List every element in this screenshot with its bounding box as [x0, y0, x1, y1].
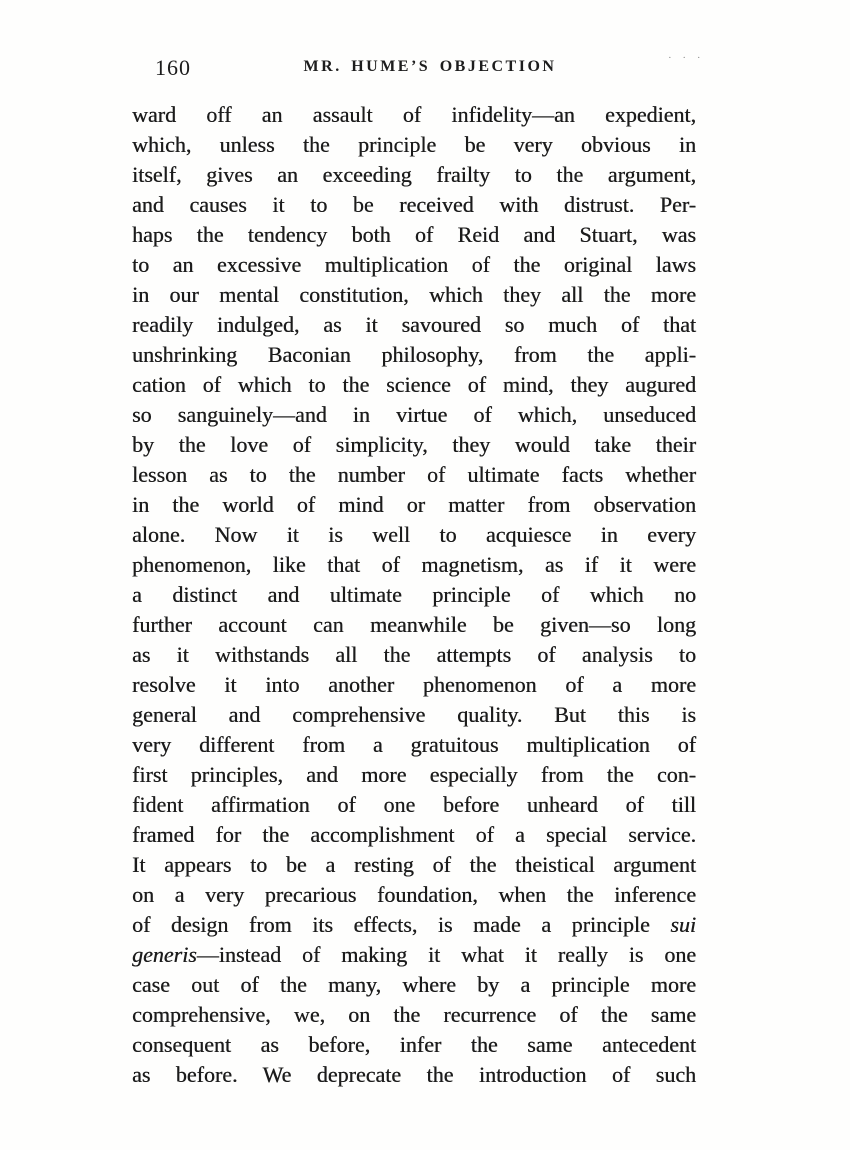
- text-line: in our mental constitution, which they all the more: [132, 282, 696, 307]
- text-line: ward off an assault of infidelity—an expedient,: [132, 102, 696, 127]
- text-line: haps the tendency both of Reid and Stuart, was: [132, 222, 696, 247]
- text-line: first principles, and more especially from the con-: [132, 762, 696, 787]
- text-line: unshrinking Baconian philosophy, from the appli-: [132, 342, 696, 367]
- text-line: general and comprehensive quality. But this is: [132, 702, 696, 727]
- text-line: in the world of mind or matter from observation: [132, 492, 696, 517]
- text-line: alone. Now it is well to acquiesce in every: [132, 522, 696, 547]
- text-line: very different from a gratuitous multiplication of: [132, 732, 696, 757]
- text-line: phenomenon, like that of magnetism, as if it were: [132, 552, 696, 577]
- text-line: of design from its effects, is made a principle sui: [132, 912, 696, 937]
- text-line: further account can meanwhile be given—so long: [132, 612, 696, 637]
- running-header-title: MR. HUME’S OBJECTION: [303, 58, 557, 75]
- text-line: comprehensive, we, on the recurrence of the same: [132, 1002, 696, 1027]
- text-line: case out of the many, where by a principle more: [132, 972, 696, 997]
- text-line: It appears to be a resting of the theistical argument: [132, 852, 696, 877]
- text-line: consequent as before, infer the same antecedent: [132, 1032, 696, 1057]
- text-line: so sanguinely—and in virtue of which, unseduced: [132, 402, 696, 427]
- text-line: by the love of simplicity, they would take their: [132, 432, 696, 457]
- text-line: itself, gives an exceeding frailty to the argument,: [132, 162, 696, 187]
- body-text: [132, 100, 696, 1090]
- text-line: framed for the accomplishment of a special service.: [132, 822, 696, 847]
- scan-artifact-dots: · · ·: [668, 52, 705, 64]
- text-line: generis—instead of making it what it really is one: [132, 942, 696, 967]
- text-line: cation of which to the science of mind, they augured: [132, 372, 696, 397]
- text-line: fident affirmation of one before unheard of till: [132, 792, 696, 817]
- text-line: to an excessive multiplication of the original laws: [132, 252, 696, 277]
- text-line: lesson as to the number of ultimate facts whether: [132, 462, 696, 487]
- text-line: as it withstands all the attempts of analysis to: [132, 642, 696, 667]
- text-line: and causes it to be received with distrust. Per-: [132, 192, 696, 217]
- text-line: readily indulged, as it savoured so much of that: [132, 312, 696, 337]
- text-line: a distinct and ultimate principle of which no: [132, 582, 696, 607]
- text-line: on a very precarious foundation, when the inference: [132, 882, 696, 907]
- text-line: resolve it into another phenomenon of a more: [132, 672, 696, 697]
- text-line: as before. We deprecate the introduction of such: [132, 1062, 696, 1087]
- text-line: which, unless the principle be very obvious in: [132, 132, 696, 157]
- page-number: 160: [155, 55, 191, 80]
